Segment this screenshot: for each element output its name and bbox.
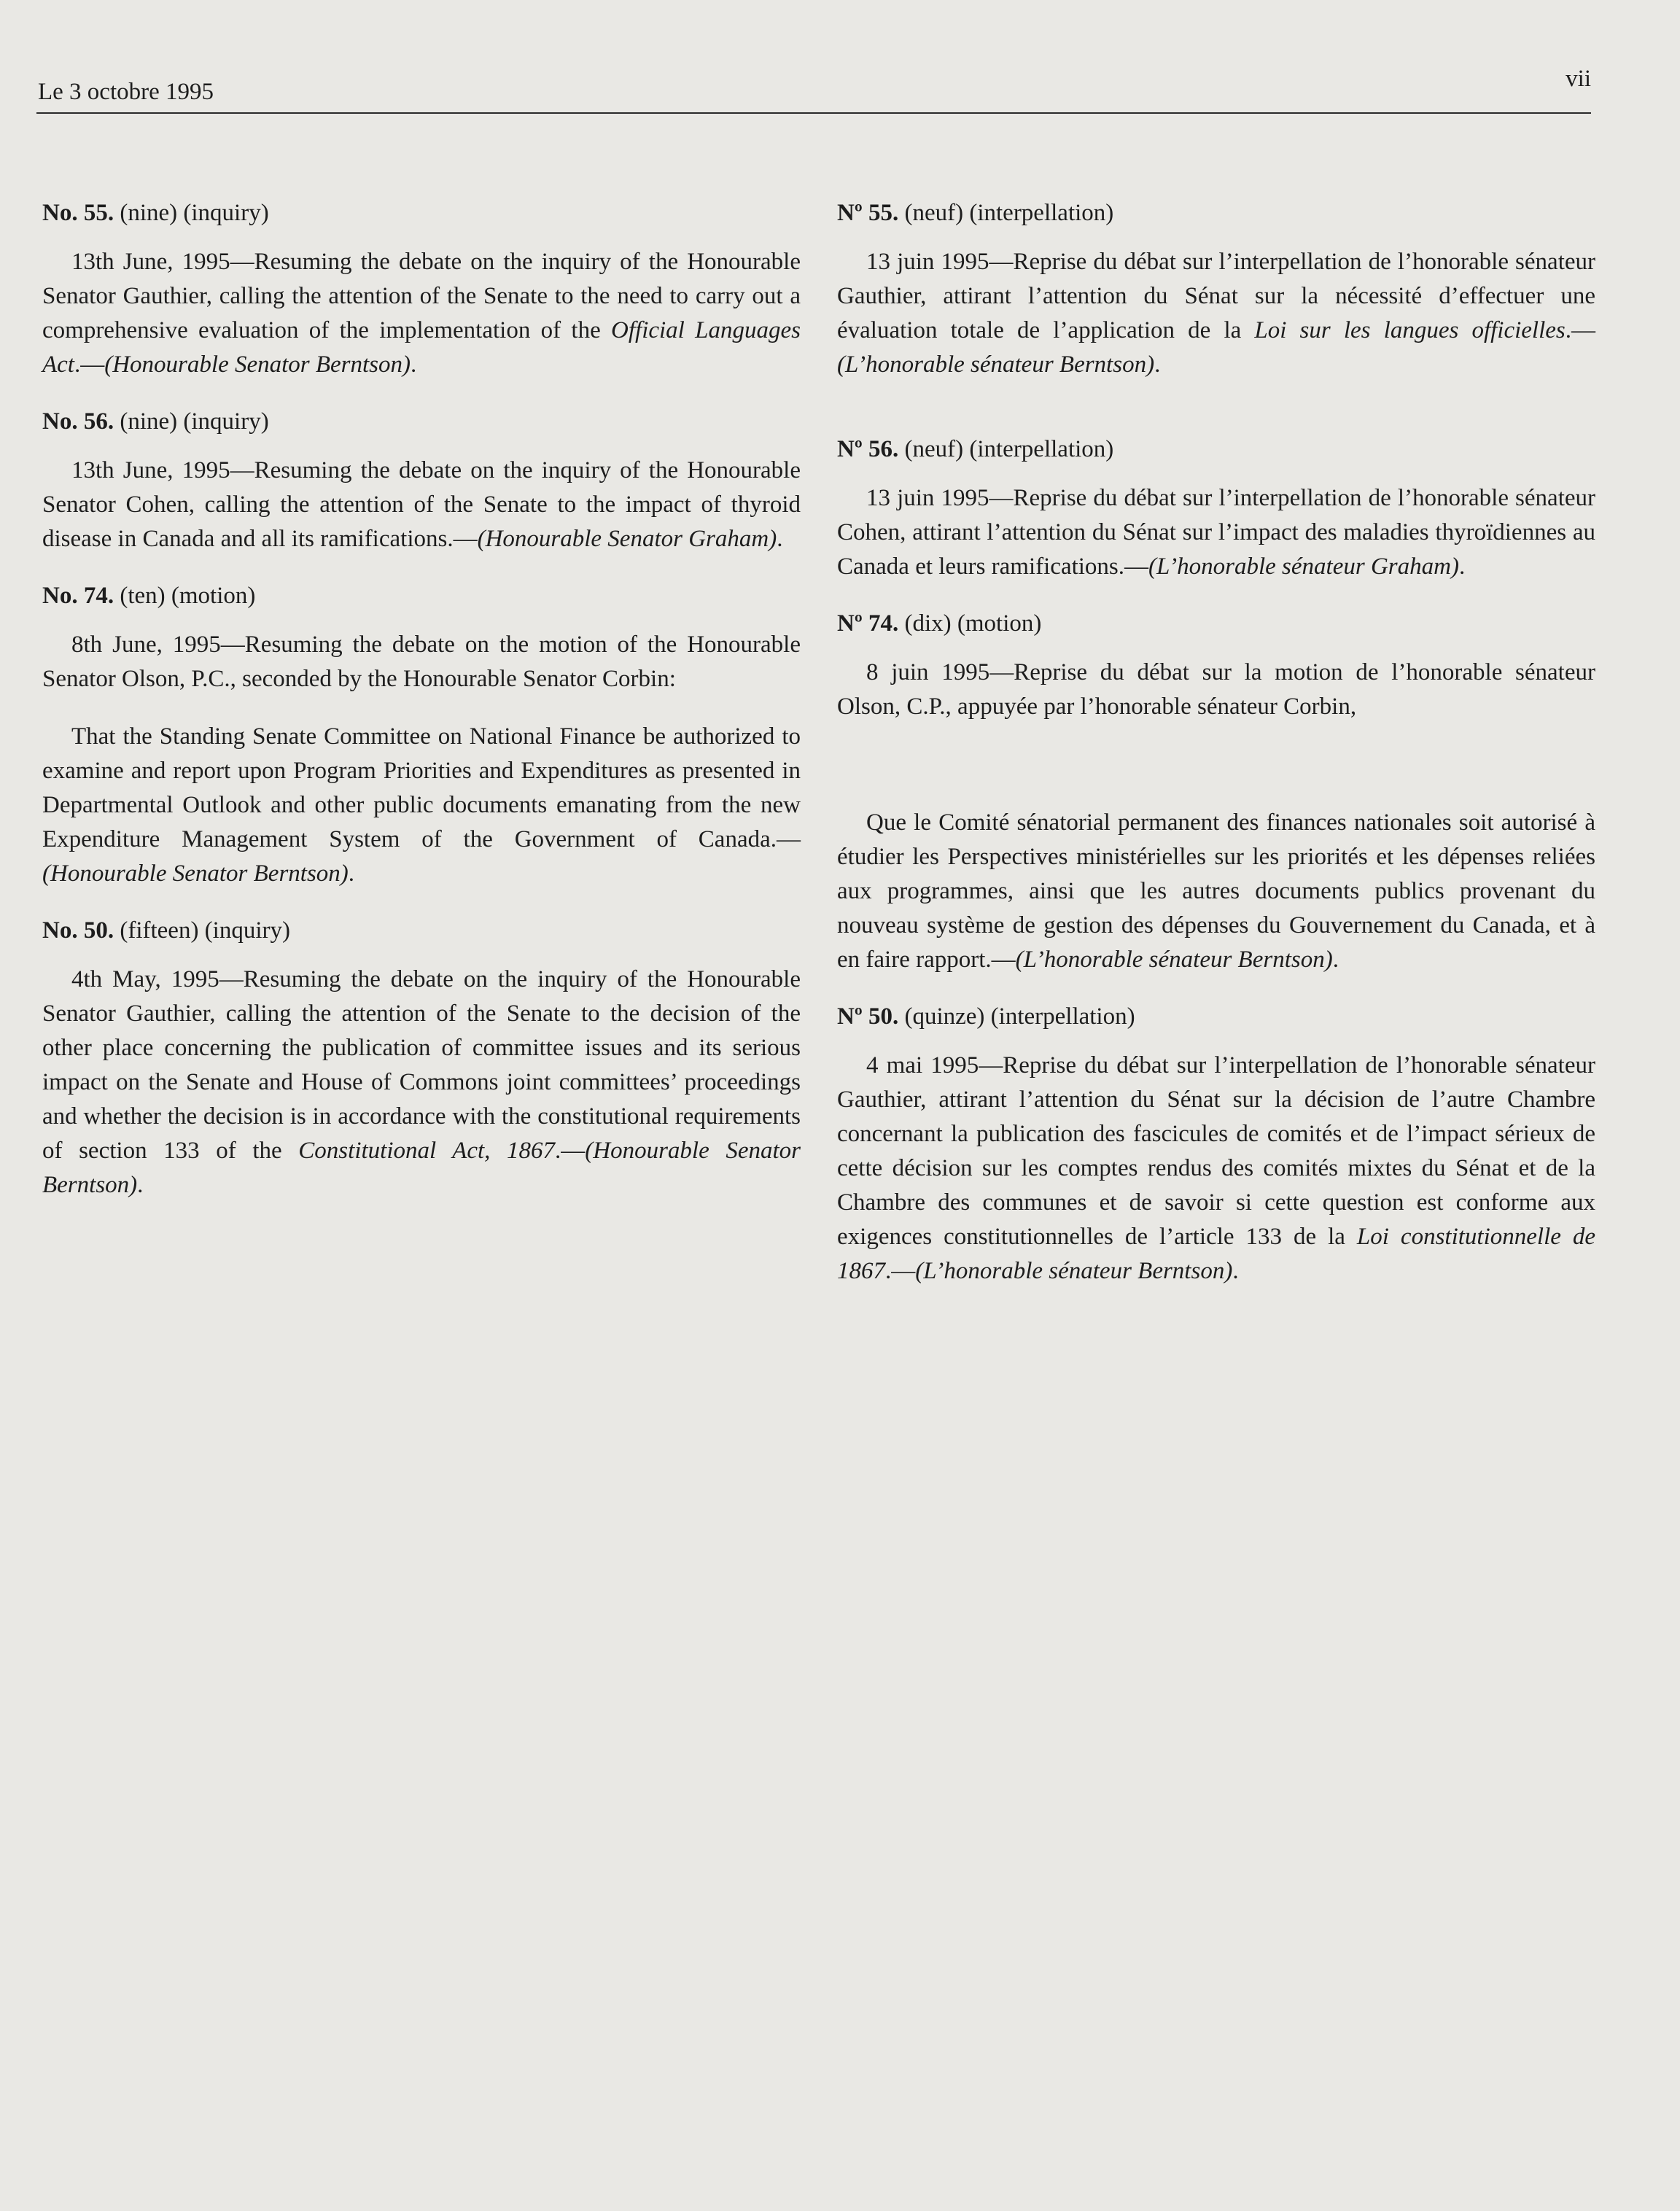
act-title: Loi constitutionnelle de 1867 (837, 1224, 1595, 1284)
french-column (837, 197, 1595, 1289)
item-qualifier: (dix) (motion) (904, 610, 1042, 637)
english-column (42, 197, 801, 1202)
item-number: Nº 55. (837, 200, 899, 226)
item-qualifier: (neuf) (interpellation) (904, 200, 1114, 226)
item-text-no-50-fr: 4 mai 1995—Reprise du débat sur l’interpellation de l’honorable sénateur Gauthier, attirant l’attention du Sénat sur la décision de l’autre Chambre concernant la publication des fascicules de comités et de l’impact sérieux de cette décision sur les comptes rendus des comités mixtes du Sénat et de la Chambre des communes et de savoir si cette question est conforme aux exigences constitutionnelles de l’article 133 de la Loi constitutionnelle de 1867.—(L’honorable sénateur Berntson). (837, 1052, 1595, 1284)
item-heading-no-50-fr (837, 1000, 1595, 1033)
item-number: Nº 56. (837, 436, 899, 462)
attribution: (Honourable Senator Berntson) (42, 1138, 801, 1198)
running-head-date: Le 3 octobre 1995 (38, 79, 214, 105)
item-number: No. 74. (42, 583, 114, 609)
item-heading-no-50 (42, 914, 801, 947)
item-heading-no-74-fr (837, 607, 1595, 640)
header-rule (36, 112, 1591, 114)
item-heading-no-74 (42, 580, 801, 612)
attribution: (L’honorable sénateur Berntson) (915, 1258, 1233, 1284)
item-text-no-56: 13th June, 1995—Resuming the debate on the inquiry of the Honourable Senator Cohen, calling the attention of the Senate to the impact of thyroid disease in Canada and all its ramifications.—(Honourable Senator Graham). (42, 457, 801, 552)
item-number: No. 50. (42, 917, 114, 944)
item-number: No. 55. (42, 200, 114, 226)
act-title: Official Languages Act (42, 317, 801, 378)
item-text-no-55-fr: 13 juin 1995—Reprise du débat sur l’interpellation de l’honorable sénateur Gauthier, attirant l’attention du Sénat sur la nécessité d’effectuer une évaluation totale de l’application de la Loi sur les langues officielles.—(L’honorable sénateur Berntson). (837, 249, 1595, 378)
motion-text-no-74-fr: Que le Comité sénatorial permanent des finances nationales soit autorisé à étudier les Perspectives ministérielles sur les priorités et les dépenses reliées aux programmes, ainsi que les autres documents publics provenant du nouveau système de gestion des dépenses du Gouvernement du Canada, et à en faire rapport.—(L’honorable sénateur Berntson). (837, 809, 1595, 973)
item-qualifier: (ten) (motion) (120, 583, 256, 609)
attribution: (Honourable Senator Graham) (477, 526, 777, 552)
item-text-no-56-fr: 13 juin 1995—Reprise du débat sur l’interpellation de l’honorable sénateur Cohen, attirant l’attention du Sénat sur l’impact des maladies thyroïdiennes au Canada et leurs ramifications.—(L’honorable sénateur Graham). (837, 485, 1595, 580)
item-heading-no-56-fr (837, 433, 1595, 465)
item-qualifier: (fifteen) (inquiry) (120, 917, 290, 944)
attribution: (L’honorable sénateur Graham) (1148, 553, 1459, 580)
act-title: Loi sur les langues officielles (1254, 317, 1566, 343)
act-title: Constitutional Act, 1867 (298, 1138, 555, 1164)
item-heading-no-55-fr (837, 197, 1595, 229)
attribution: (Honourable Senator Berntson) (42, 860, 349, 887)
item-text-no-74-fr: 8 juin 1995—Reprise du débat sur la motion de l’honorable sénateur Olson, C.P., appuyée par l’honorable sénateur Corbin, (837, 659, 1595, 720)
item-heading-no-55 (42, 197, 801, 229)
item-text-no-74: 8th June, 1995—Resuming the debate on the motion of the Honourable Senator Olson, P.C., seconded by the Honourable Senator Corbin: (42, 632, 801, 692)
attribution: (L’honorable sénateur Berntson) (837, 351, 1155, 378)
item-heading-no-56 (42, 405, 801, 438)
item-qualifier: (nine) (inquiry) (120, 408, 269, 435)
item-number: Nº 74. (837, 610, 899, 637)
item-qualifier: (quinze) (interpellation) (904, 1003, 1135, 1030)
item-text-no-55: 13th June, 1995—Resuming the debate on the inquiry of the Honourable Senator Gauthier, calling the attention of the Senate to the need to carry out a comprehensive evaluation of the implementation of the Official Languages Act.—(Honourable Senator Berntson). (42, 249, 801, 378)
item-number: Nº 50. (837, 1003, 899, 1030)
attribution: (Honourable Senator Berntson) (104, 351, 411, 378)
motion-text-no-74: That the Standing Senate Committee on National Finance be authorized to examine and report upon Program Priorities and Expenditures as presented in Departmental Outlook and other public documents emanating from the new Expenditure Management System of the Government of Canada.—(Honourable Senator Berntson). (42, 723, 801, 887)
item-qualifier: (nine) (inquiry) (120, 200, 269, 226)
item-number: No. 56. (42, 408, 114, 435)
item-qualifier: (neuf) (interpellation) (904, 436, 1114, 462)
item-text-no-50: 4th May, 1995—Resuming the debate on the inquiry of the Honourable Senator Gauthier, calling the attention of the Senate to the decision of the other place concerning the publication of committee issues and its serious impact on the Senate and House of Commons joint committees’ proceedings and whether the decision is in accordance with the constitutional requirements of section 133 of the Constitutional Act, 1867.—(Honourable Senator Berntson). (42, 966, 801, 1198)
page-number: vii (1566, 66, 1591, 92)
attribution: (L’honorable sénateur Berntson) (1015, 947, 1333, 973)
